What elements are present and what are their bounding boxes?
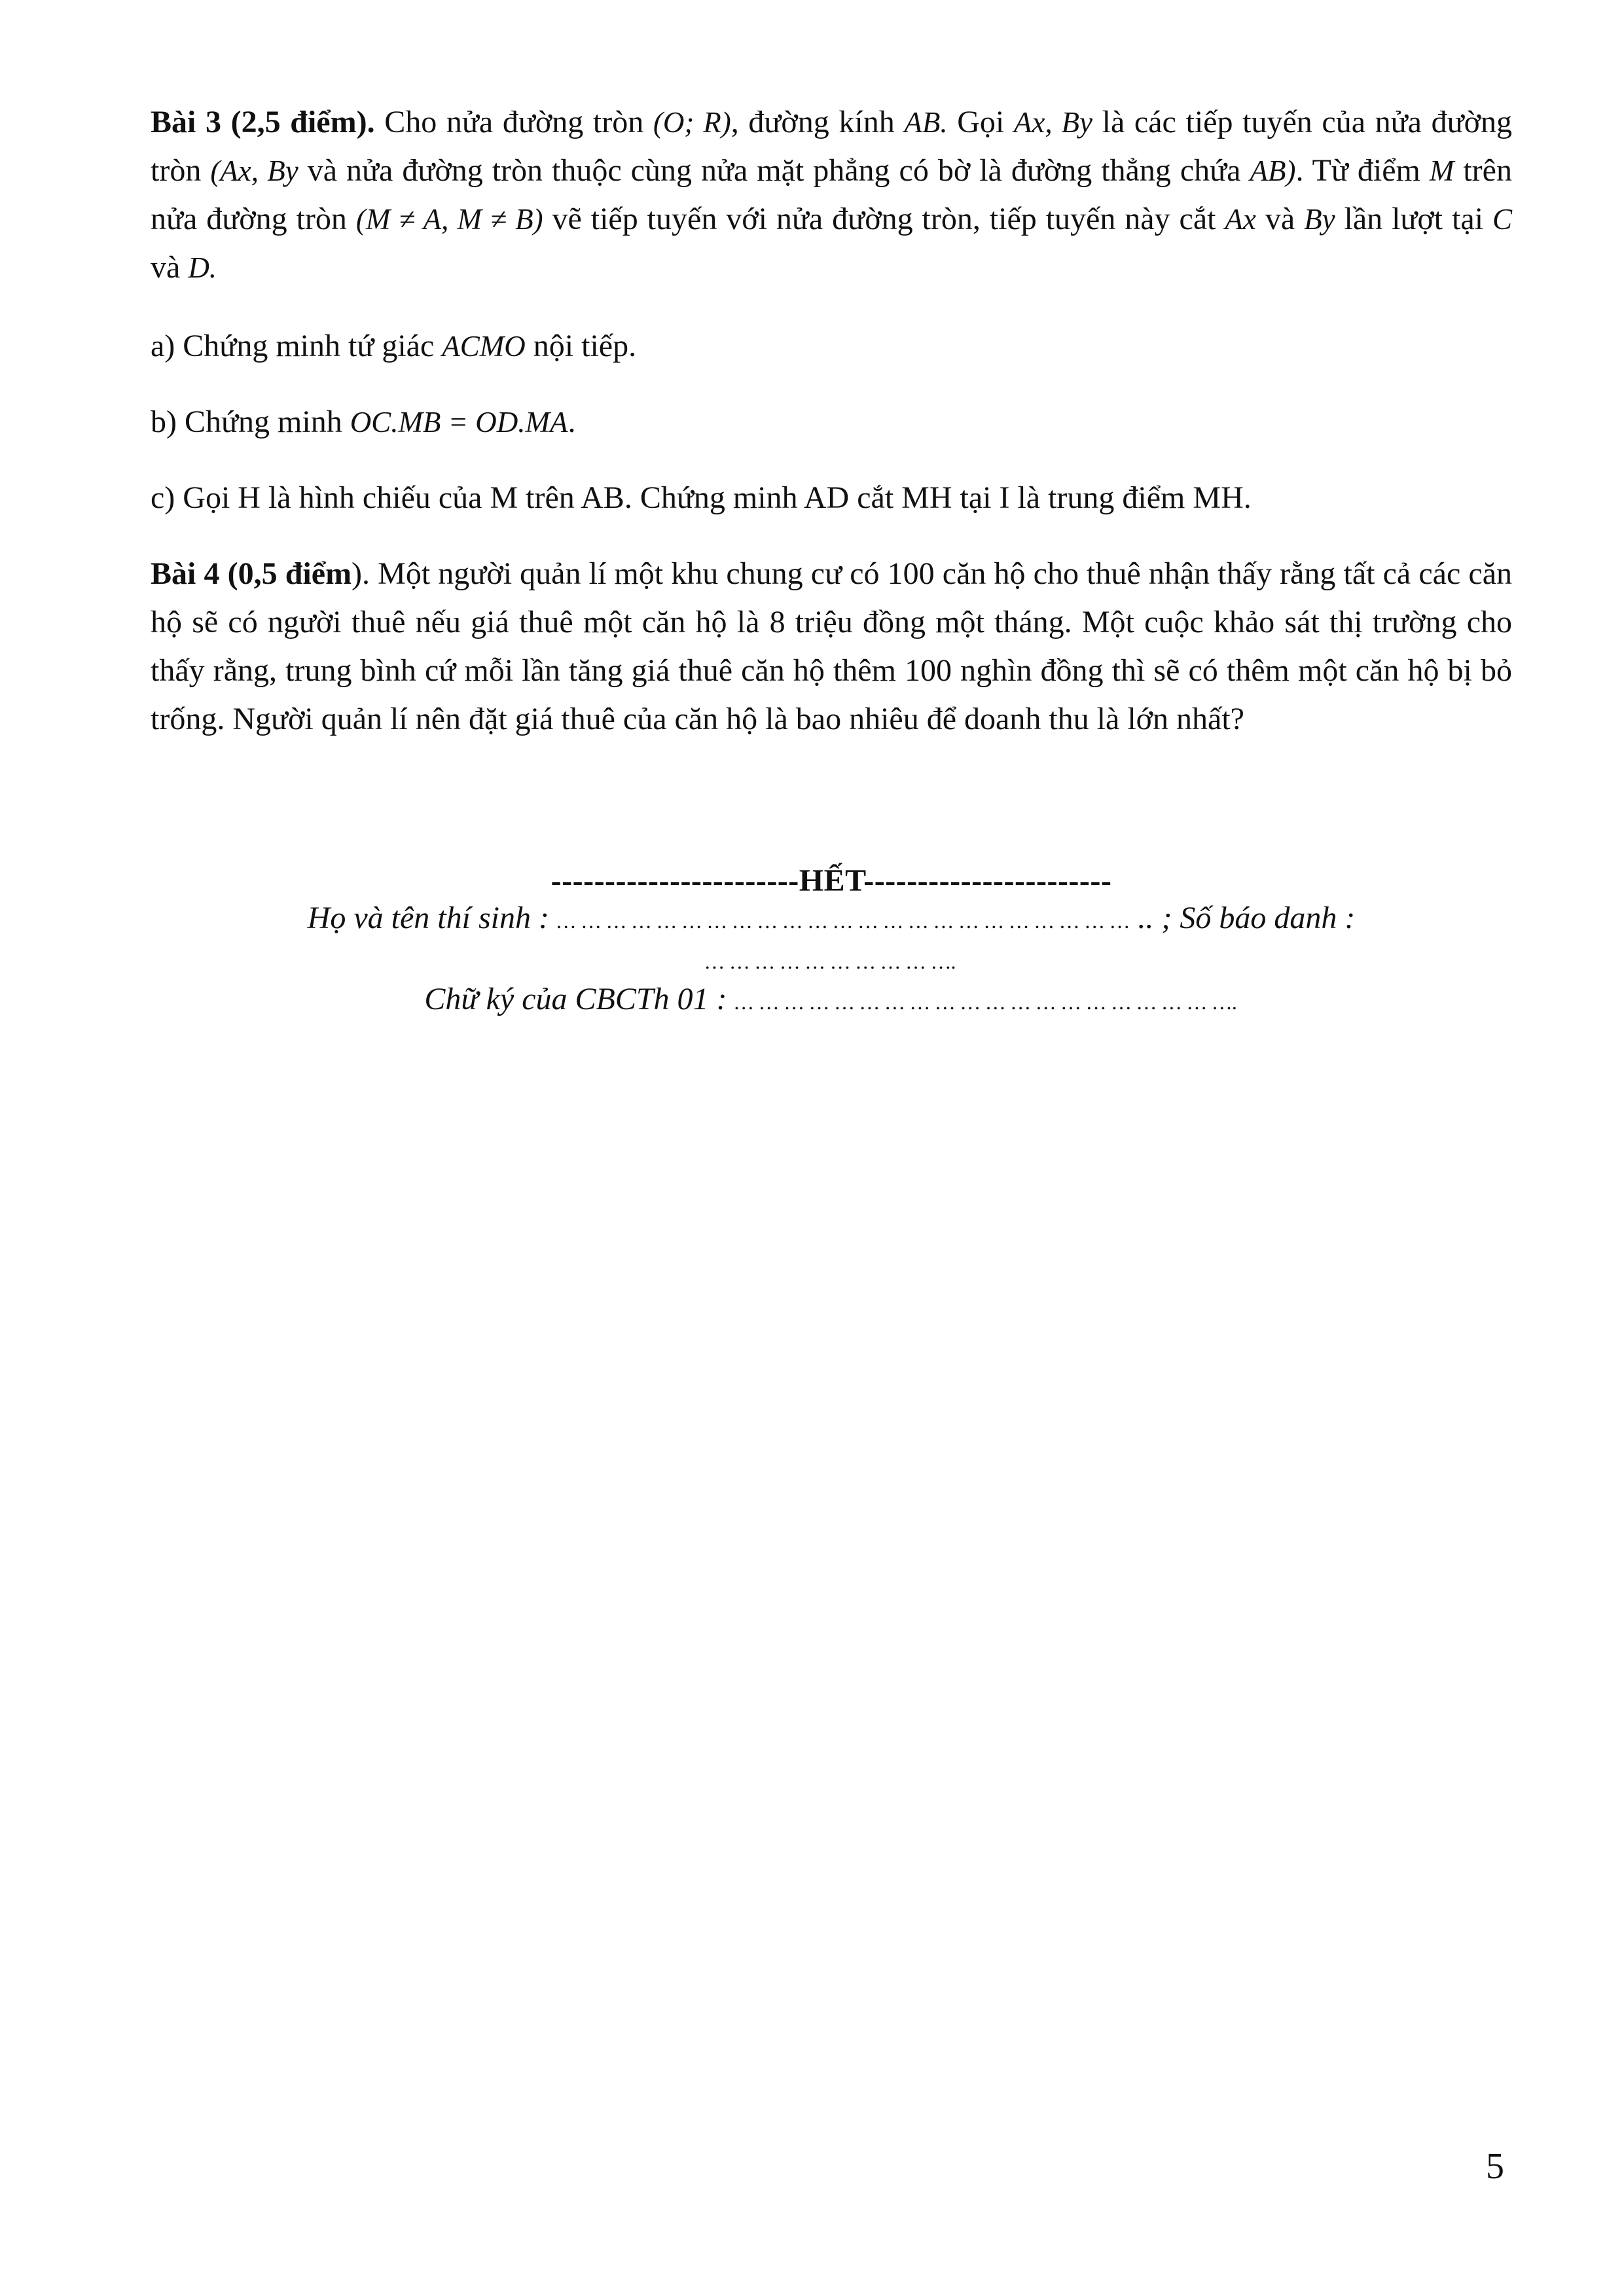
math-expression: AB): [1250, 154, 1296, 187]
problem-3-part-a: [151, 322, 1512, 370]
text: ).: [352, 556, 370, 591]
text: Gọi: [947, 105, 1014, 139]
text: và: [1255, 202, 1305, 236]
problem-4-heading: Bài 4 (0,5 điểm: [151, 556, 352, 591]
exam-footer: [151, 863, 1512, 1021]
math-expression: Ax: [1225, 203, 1256, 236]
text: trên nửa đường tròn: [151, 153, 1512, 236]
end-marker: -----------------------HẾT-----------------------: [550, 863, 1112, 898]
text: b) Chứng minh: [151, 404, 350, 439]
math-expression: AB.: [904, 106, 948, 139]
candidate-name-line: [151, 899, 1512, 940]
signature-line: [151, 980, 1512, 1021]
math-expression: Ax, By: [1013, 106, 1092, 139]
text: a) Chứng minh tứ giác: [151, 329, 442, 363]
text: và: [151, 250, 189, 285]
text: và nửa đường tròn thuộc cùng nửa mặt phẳng có bờ là đường thẳng chứa: [298, 153, 1250, 188]
candidate-id-dots: … … … … … … … … … ….: [705, 950, 958, 973]
math-expression: C: [1492, 203, 1513, 236]
text: là các tiếp tuyến của nửa đường tròn: [151, 105, 1513, 188]
candidate-name-dots: … … … … … … … … … … … … … … … … … … … … … … …: [556, 909, 1130, 933]
signature-dots: … … … … … … … … … … … … … … … … … … … ….: [734, 990, 1238, 1014]
text: . Từ điểm: [1295, 153, 1430, 188]
math-expression: ACMO: [442, 330, 526, 363]
math-expression: (Ax, By: [210, 154, 298, 187]
text: nội tiếp.: [525, 329, 637, 363]
text: lần lượt tại: [1335, 202, 1492, 236]
problem-3-statement: [151, 98, 1512, 292]
math-expression: D.: [188, 251, 217, 284]
math-expression: (M ≠ A, M ≠ B): [355, 203, 543, 236]
problem-3-heading: Bài 3 (2,5 điểm).: [151, 105, 375, 139]
text: Cho nửa đường tròn: [374, 105, 653, 139]
candidate-name-label: Họ và tên thí sinh :: [307, 901, 557, 935]
text: vẽ tiếp tuyến với nửa đường tròn, tiếp tuyến này cắt: [543, 202, 1225, 236]
text: Một người quản lí một khu chung cư có 100 căn hộ cho thuê nhận thấy rằng tất cả các căn hộ sẽ có người thuê nếu giá thuê một căn hộ là 8 triệu đồng một tháng. Một cuộc khảo sát thị trường cho thấy rằng, trung bình cứ mỗi lần tăng giá thuê căn hộ thêm 100 nghìn đồng thì sẽ có thêm một căn hộ bị bỏ trống. Người quản lí nên đặt giá thuê của căn hộ là bao nhiêu để doanh thu là lớn nhất?: [151, 556, 1512, 736]
problem-3-part-c: c) Gọi H là hình chiếu của M trên AB. Chứng minh AD cắt MH tại I là trung điểm MH.: [151, 480, 1252, 515]
math-expression: M: [1429, 154, 1454, 187]
signature-label: Chữ ký của CBCTh 01 :: [424, 982, 735, 1016]
candidate-id-line: [151, 940, 1512, 980]
problem-4-statement: [151, 550, 1512, 744]
math-expression: OC.MB = OD.MA: [350, 406, 568, 439]
document-body: [151, 98, 1512, 744]
candidate-id-label: .. ; Số báo danh :: [1130, 901, 1356, 935]
page-number: 5: [1486, 2146, 1504, 2187]
math-expression: By: [1304, 203, 1335, 236]
math-expression: (O; R): [653, 106, 731, 139]
text: .: [568, 404, 576, 439]
text: , đường kính: [731, 105, 905, 139]
problem-3-part-b: [151, 398, 1512, 446]
